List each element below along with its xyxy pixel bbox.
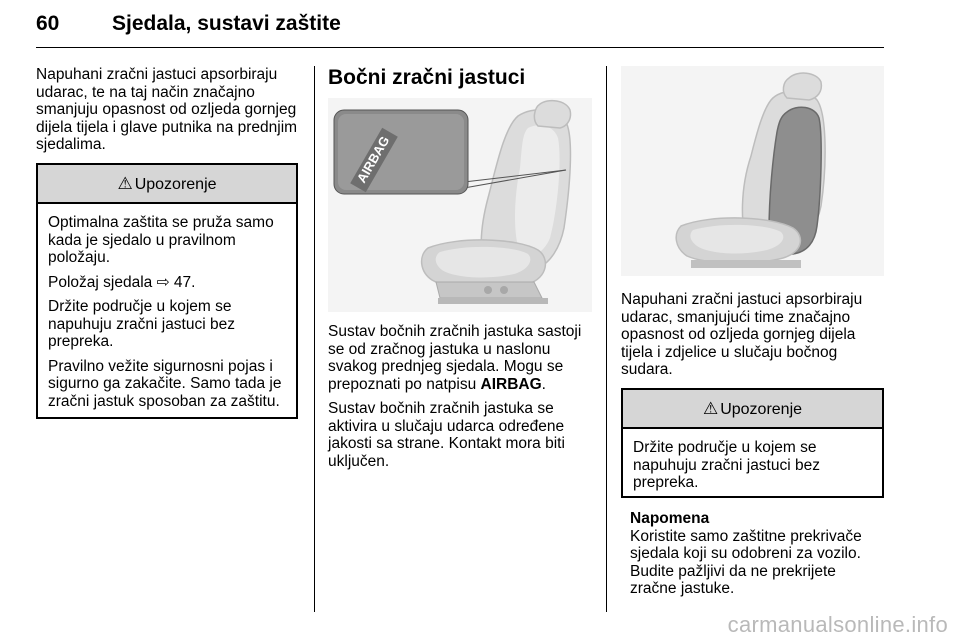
seat-airbag-label-illustration [328, 98, 592, 312]
warning-header-1 [38, 165, 296, 204]
warning-body-2 [623, 429, 882, 503]
warning-body-1 [38, 204, 296, 421]
seat-position-reference: Položaj sjedala ⇨ 47. [48, 273, 196, 291]
warning-header-2 [623, 390, 882, 429]
chapter-title: Sjedala, sustavi zaštite [112, 12, 341, 35]
column-divider-1 [314, 66, 315, 612]
inflated-side-airbag-figure [621, 66, 884, 276]
col1-intro: Napuhani zračni jastuci apsorbiraju udarac, te na taj način značajno smanjuju opasnost od ozljeda gornjeg dijela tijela i glave putnika na prednjim sjedalima. [36, 66, 298, 153]
warning-title-2: Upozorenje [720, 401, 803, 418]
note-block [630, 510, 884, 598]
side-airbag-description: Sustav bočnih zračnih jastuka sastoji se od zračnog jastuka u naslonu svakog prednjeg sjedala. Mogu se prepoznati po natpisu AIRBAG. [328, 323, 582, 393]
page-number: 60 [36, 12, 60, 35]
page-ref-arrow-icon: ⇨ [156, 273, 170, 291]
warning-box-2 [621, 388, 884, 498]
side-airbag-activation: Sustav bočnih zračnih jastuka se aktivira u slučaju udarca određene jakosti sa strane. Kontakt mora biti uključen. [328, 400, 565, 470]
watermark: carmanualsonline.info [727, 612, 948, 637]
warning-title-1: Upozorenje [134, 176, 217, 193]
warning-triangle-icon: ⚠ [702, 399, 719, 418]
seat-airbag-label-figure [328, 98, 592, 312]
warning-triangle-icon: ⚠ [117, 174, 133, 193]
warning-text-3: Pravilno vežite sigurnosni pojas i sigurno ga zakačite. Samo tada je zračni jastuk sposoban za zaštitu. [48, 357, 282, 410]
airbag-label-text: AIRBAG [353, 133, 393, 186]
note-title: Napomena [630, 510, 710, 527]
warning-text-4: Držite područje u kojem se napuhuju zračni jastuci bez prepreka. [633, 439, 820, 491]
warning-text-2: Držite područje u kojem se napuhuju zračni jastuci bez prepreka. [48, 298, 235, 350]
warning-text-1: Optimalna zaštita se pruža samo kada je sjedalo u pravilnom položaju. [48, 214, 274, 266]
section-title: Bočni zračni jastuci [328, 66, 526, 89]
col3-intro: Napuhani zračni jastuci apsorbiraju udarac, smanjujući time značajno opasnost od ozljeda gornjeg dijela tijela i zdjelice u slučaju bočnog sudara. [621, 291, 863, 378]
header-rule [36, 47, 884, 48]
column-divider-2 [606, 66, 607, 612]
note-text: Koristite samo zaštitne prekrivače sjedala koji su odobreni za vozilo. Budite pažljivi da ne prekrijete zračne jastuke. [630, 527, 862, 597]
inflated-side-airbag-illustration [621, 66, 884, 276]
warning-box-1 [36, 163, 298, 419]
col2-body [328, 323, 594, 477]
